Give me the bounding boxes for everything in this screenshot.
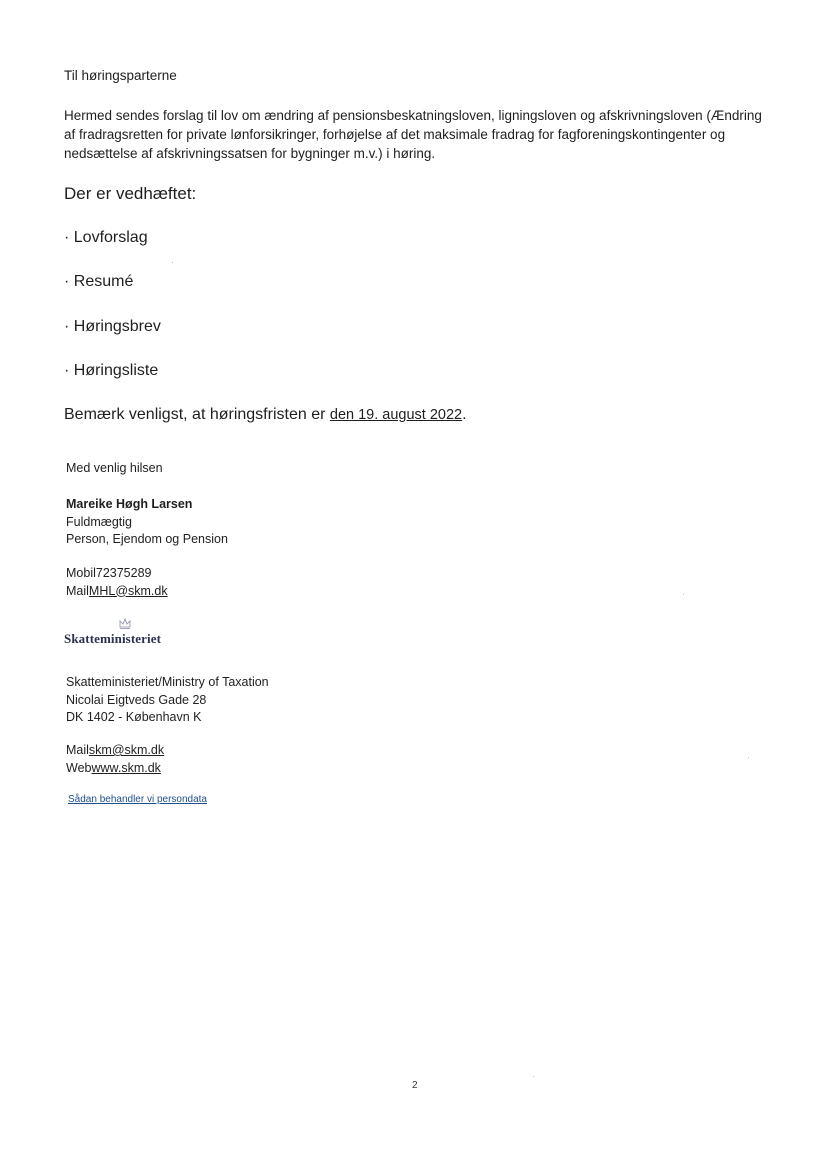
- greeting: Til høringsparterne: [64, 68, 177, 83]
- organization-address: [66, 674, 269, 727]
- mobile-number: 72375289: [95, 566, 152, 580]
- deadline-date: den 19. august 2022: [329, 407, 463, 423]
- scan-speck: [748, 757, 749, 758]
- signature-name: Mareike Høgh Larsen: [66, 497, 193, 511]
- org-web-line: [66, 760, 164, 778]
- privacy-link[interactable]: Sådan behandler vi persondata: [68, 794, 207, 805]
- attachment-item-lovforslag: · Lovforslag: [64, 229, 148, 246]
- mobile-label: Mobil: [66, 566, 96, 580]
- organization-street: Nicolai Eigtveds Gade 28: [66, 692, 207, 707]
- scan-speck: [533, 1076, 534, 1077]
- scan-speck: [172, 262, 173, 263]
- org-mail-label: Mail: [66, 743, 89, 757]
- mail-line: [66, 583, 168, 601]
- skatteministeriet-logo: Skatteministeriet: [64, 631, 162, 646]
- org-mail-link[interactable]: skm@skm.dk: [88, 743, 165, 757]
- intro-paragraph: Hermed sendes forslag til lov om ændring af pensionsbeskatningsloven, ligningsloven og afskrivningsloven (Ændring af fradragsretten for private lønforsikringer, forhøjelse af det maksimale fradrag for fagforeningskontingenter og nedsættelse af afskrivningssatsen for bygninger m.v.) i høring.: [64, 108, 762, 161]
- organization-name: Skatteministeriet/Ministry of Taxation: [66, 675, 269, 689]
- signature-block: [66, 496, 228, 549]
- org-web-link[interactable]: www.skm.dk: [91, 760, 161, 775]
- attachments-heading: Der er vedhæftet:: [64, 184, 197, 203]
- mobile-line: [66, 565, 168, 583]
- attachment-item-horingsbrev: · Høringsbrev: [64, 318, 161, 335]
- signature-title: Fuldmægtig: [66, 514, 132, 529]
- mail-label: Mail: [66, 583, 89, 598]
- attachment-item-resume: · Resumé: [64, 273, 134, 290]
- signature-department: Person, Ejendom og Pension: [66, 532, 228, 546]
- signature-contact: [66, 565, 168, 600]
- mail-link[interactable]: MHL@skm.dk: [88, 583, 168, 598]
- page-number: 2: [412, 1080, 418, 1091]
- scan-speck: [683, 594, 684, 595]
- org-mail-line: [66, 742, 164, 760]
- attachment-item-horingsliste: · Høringsliste: [64, 362, 159, 379]
- deadline-notice: [64, 406, 467, 424]
- organization-contact: [66, 742, 164, 777]
- organization-city: DK 1402 - København K: [66, 710, 202, 724]
- org-web-label: Web: [66, 760, 92, 775]
- closing: Med venlig hilsen: [66, 461, 163, 475]
- deadline-suffix: .: [462, 406, 467, 423]
- deadline-prefix: Bemærk venligst, at høringsfristen er: [64, 406, 330, 423]
